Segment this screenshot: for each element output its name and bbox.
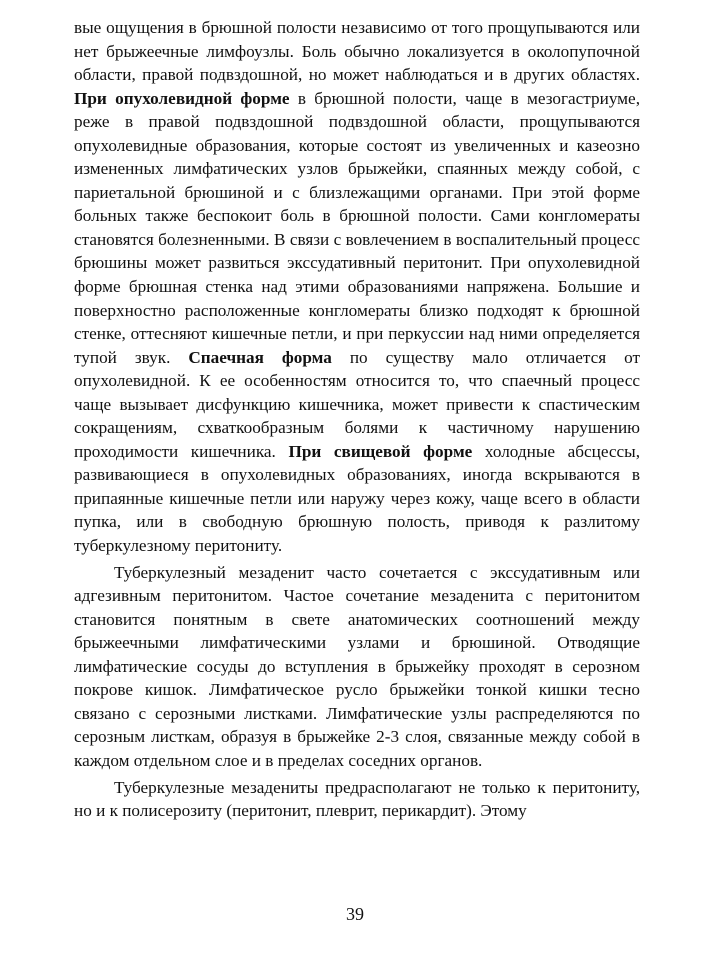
- paragraph-polyserositis: Туберкулезные мезадениты предрасполагают не только к перитониту, но и к полисерозиту (перитонит, плеврит, перикардит). Этому: [74, 777, 640, 821]
- paragraph-text: холодные абсцессы, развивающиеся в опухолевидных образованиях, иногда вскрываются в припаянные кишечные петли или наружу через кожу, чаще всего в области пупка, или в свободную брюшную полость, приводя к разлитому туберкулезному перитониту.: [74, 441, 640, 556]
- bold-term-fistula-form: При свищевой форме: [288, 441, 473, 461]
- paragraph-tumor-adhesive-fistula-forms: [74, 16, 640, 558]
- bold-term-adhesive-form: Спаечная форма: [188, 347, 332, 367]
- paragraph-text: вые ощущения в брюшной полости независимо от того прощупываются или нет брыжеечные лимфоузлы. Боль обычно локализуется в околопупочной области, правой подвздошной, но может наблюдаться и в других областях.: [74, 18, 640, 85]
- paragraph-mesadenitis-peritonitis: Туберкулезный мезаденит часто сочетается с экссудативным или адгезивным перитонитом. Частое сочетание мезаденита с перитонитом становится понятным в свете анатомических соотношений между брыжеечными лимфатическими узлами и брюшиной. Отводящие лимфатические сосуды до вступления в брыжейку проходят в серозном покрове кишок. Лимфатическое русло брыжейки тонкой кишки тесно связано с серозными листками. Лимфатические узлы распределяются по серозным листкам, образуя в брыжейке 2-3 слоя, связанные между собой в каждом отдельном слое и в пределах соседних органов.: [74, 562, 640, 770]
- bold-term-tumor-form: При опухолевидной форме: [74, 88, 290, 108]
- paragraph-text: в брюшной полости, чаще в мезогастриуме, реже в правой подвздошной подвздошной области, прощупываются опухолевидные образования, которые состоят из увеличенных и казеозно измененных лимфатических узлов брыжейки, спаянных между собой, с париетальной брюшиной и с близлежащими органами. При этой форме больных также беспокоит боль в брюшной полости. Сами конгломераты становятся болезненными. В связи с вовлечением в воспалительный процесс брюшины может развиться экссудативный перитонит. При опухолевидной форме брюшная стенка над этими образованиями напряжена. Большие и поверхностно расположенные конгломераты близко подходят к брюшной стенке, оттесняют кишечные петли, и при перкуссии над ними определяется тупой звук.: [74, 88, 640, 367]
- page-body: [74, 16, 640, 823]
- paragraph-text: по существу мало отличается от опухолевидной. К ее особенностям относится то, что спаечный процесс чаще вызывает дисфункцию кишечника, может привести к спастическим сокращениям, схваткообразным болями к частичному нарушению проходимости кишечника.: [74, 347, 640, 461]
- page-number: 39: [346, 904, 364, 924]
